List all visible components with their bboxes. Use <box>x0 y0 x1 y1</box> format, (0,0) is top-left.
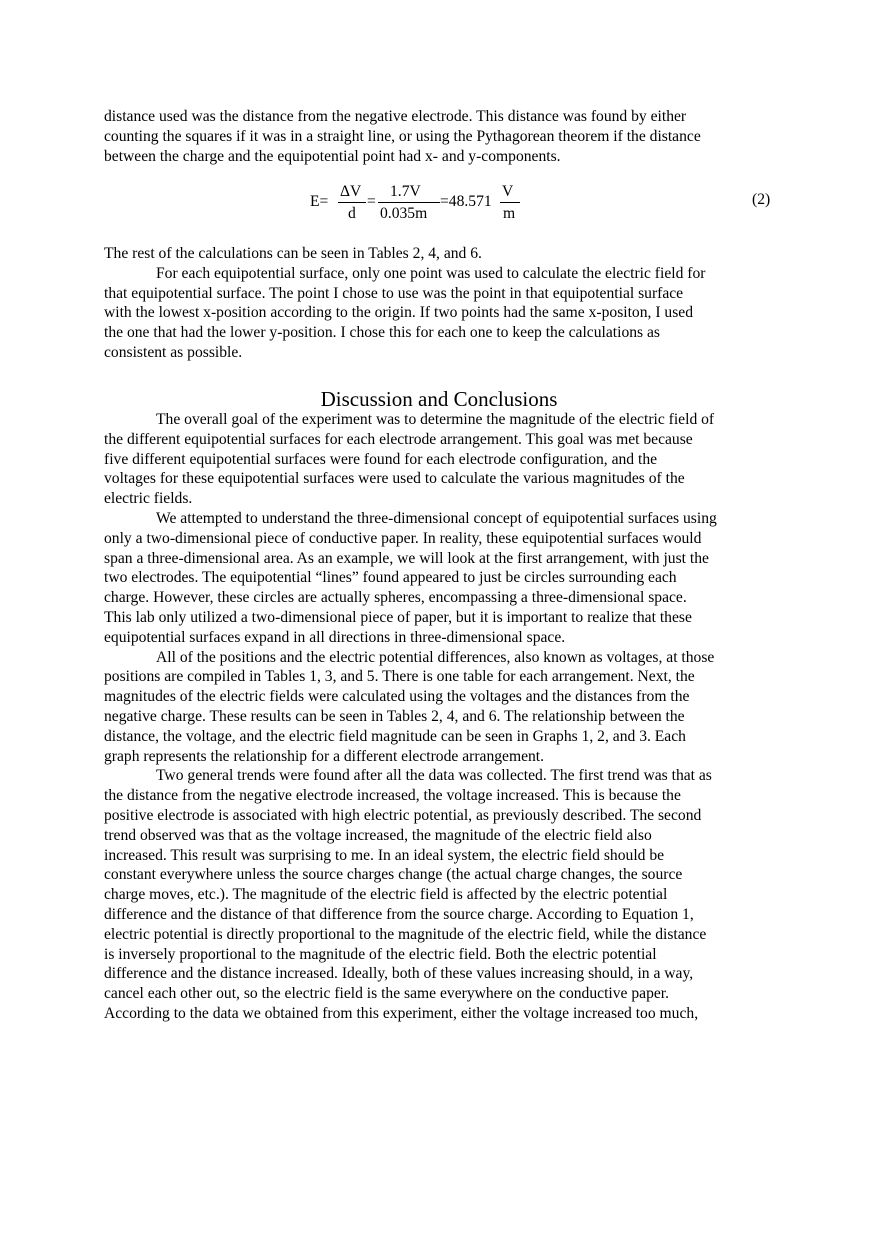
paragraph <box>104 648 794 767</box>
equation-result-value: =48.571 <box>440 193 492 210</box>
text-line: electric fields. <box>104 490 193 508</box>
text-line: is inversely proportional to the magnitude of the electric field. Both the electric potential <box>104 945 657 963</box>
text-line: The rest of the calculations can be seen in Tables 2, 4, and 6. <box>104 245 482 262</box>
text-line: positions are compiled in Tables 1, 3, and 5. There is one table for each arrangement. Next, the <box>104 668 695 686</box>
text-line: This lab only utilized a two-dimensional piece of paper, but it is important to realize that these <box>104 608 692 626</box>
text-line: positive electrode is associated with high electric potential, as previously described. The second <box>104 806 702 824</box>
text-line: the distance from the negative electrode increased, the voltage increased. This is because the <box>104 787 681 805</box>
section-heading: Discussion and Conclusions <box>320 387 558 411</box>
equation-fraction-numerator: 1.7V <box>390 183 421 200</box>
text-line: cancel each other out, so the electric field is the same everywhere on the conductive paper. <box>104 985 670 1003</box>
text-line: constant everywhere unless the source charges change (the actual charge changes, the source <box>104 866 683 884</box>
text-line: We attempted to understand the three-dimensional concept of equipotential surfaces using <box>156 509 717 527</box>
text-line: charge moves, etc.). The magnitude of the electric field is affected by the electric potential <box>104 886 668 904</box>
text-line: negative charge. These results can be seen in Tables 2, 4, and 6. The relationship between the <box>104 707 685 725</box>
text-line: voltages for these equipotential surfaces were used to calculate the various magnitudes of the <box>104 470 685 488</box>
text-line: with the lowest x-position according to the origin. If two points had the same x-positon, I used <box>104 304 693 322</box>
discussion-section <box>104 410 794 1024</box>
text-line: span a three-dimensional area. As an example, we will look at the first arrangement, with just the <box>104 549 709 567</box>
fraction-bar <box>338 202 366 203</box>
text-line: counting the squares if it was in a straight line, or using the Pythagorean theorem if the distance <box>104 127 701 145</box>
text-line: Two general trends were found after all the data was collected. The first trend was that as <box>156 767 712 785</box>
text-line: electric potential is directly proportional to the magnitude of the electric field, while the distance <box>104 925 707 943</box>
text-line: graph represents the relationship for a different electrode arrangement. <box>104 747 545 765</box>
text-line: increased. This result was surprising to me. In an ideal system, the electric field should be <box>104 846 665 864</box>
equation-2 <box>310 179 570 225</box>
equation-fraction-denominator: m <box>503 205 516 222</box>
text-line: According to the data we obtained from this experiment, either the voltage increased too much, <box>104 1004 699 1022</box>
equation-equals: = <box>367 193 376 210</box>
text-line: between the charge and the equipotential point had x- and y-components. <box>104 147 561 165</box>
paragraph <box>104 410 794 509</box>
fraction-bar <box>500 202 520 203</box>
text-line: distance, the voltage, and the electric field magnitude can be seen in Graphs 1, 2, and 3. Each <box>104 727 686 745</box>
calculation-notes <box>104 244 794 363</box>
equation-fraction-numerator: ΔV <box>340 183 362 200</box>
text-line: the one that had the lower y-position. I chose this for each one to keep the calculations as <box>104 324 660 342</box>
text-line: two electrodes. The equipotential “lines” found appeared to just be circles surrounding each <box>104 569 677 587</box>
text-line: magnitudes of the electric fields were calculated using the voltages and the distances from the <box>104 688 690 706</box>
text-line: difference and the distance increased. Ideally, both of these values increasing should, in a way, <box>104 965 694 983</box>
equation-lhs: E= <box>310 193 329 210</box>
equation-number: (2) <box>752 191 771 208</box>
text-line: only a two-dimensional piece of conductive paper. In reality, these equipotential surfaces would <box>104 529 702 547</box>
text-line: consistent as possible. <box>104 343 243 361</box>
text-line: equipotential surfaces expand in all directions in three-dimensional space. <box>104 628 566 646</box>
text-line: trend observed was that as the voltage increased, the magnitude of the electric field also <box>104 826 652 844</box>
paragraph <box>104 264 794 363</box>
text-line: All of the positions and the electric potential differences, also known as voltages, at those <box>156 648 715 666</box>
text-line: five different equipotential surfaces were found for each electrode configuration, and the <box>104 450 658 468</box>
equation-fraction-denominator: d <box>348 205 356 222</box>
intro-paragraph <box>104 107 794 166</box>
text-line: charge. However, these circles are actually spheres, encompassing a three-dimensional space. <box>104 589 687 607</box>
text-line: that equipotential surface. The point I chose to use was the point in that equipotential surface <box>104 284 684 302</box>
text-line: difference and the distance of that difference from the source charge. According to Equation 1, <box>104 905 694 923</box>
text-line: distance used was the distance from the negative electrode. This distance was found by either <box>104 108 687 125</box>
text-line: For each equipotential surface, only one point was used to calculate the electric field for <box>156 264 706 282</box>
text-line: The overall goal of the experiment was to determine the magnitude of the electric field of <box>156 411 715 428</box>
equation-fraction-denominator: 0.035m <box>380 205 428 222</box>
paragraph <box>104 766 794 1023</box>
text-line: the different equipotential surfaces for each electrode arrangement. This goal was met because <box>104 430 693 448</box>
fraction-bar <box>378 202 440 203</box>
equation-fraction-numerator: V <box>502 183 514 200</box>
paragraph <box>104 509 794 648</box>
